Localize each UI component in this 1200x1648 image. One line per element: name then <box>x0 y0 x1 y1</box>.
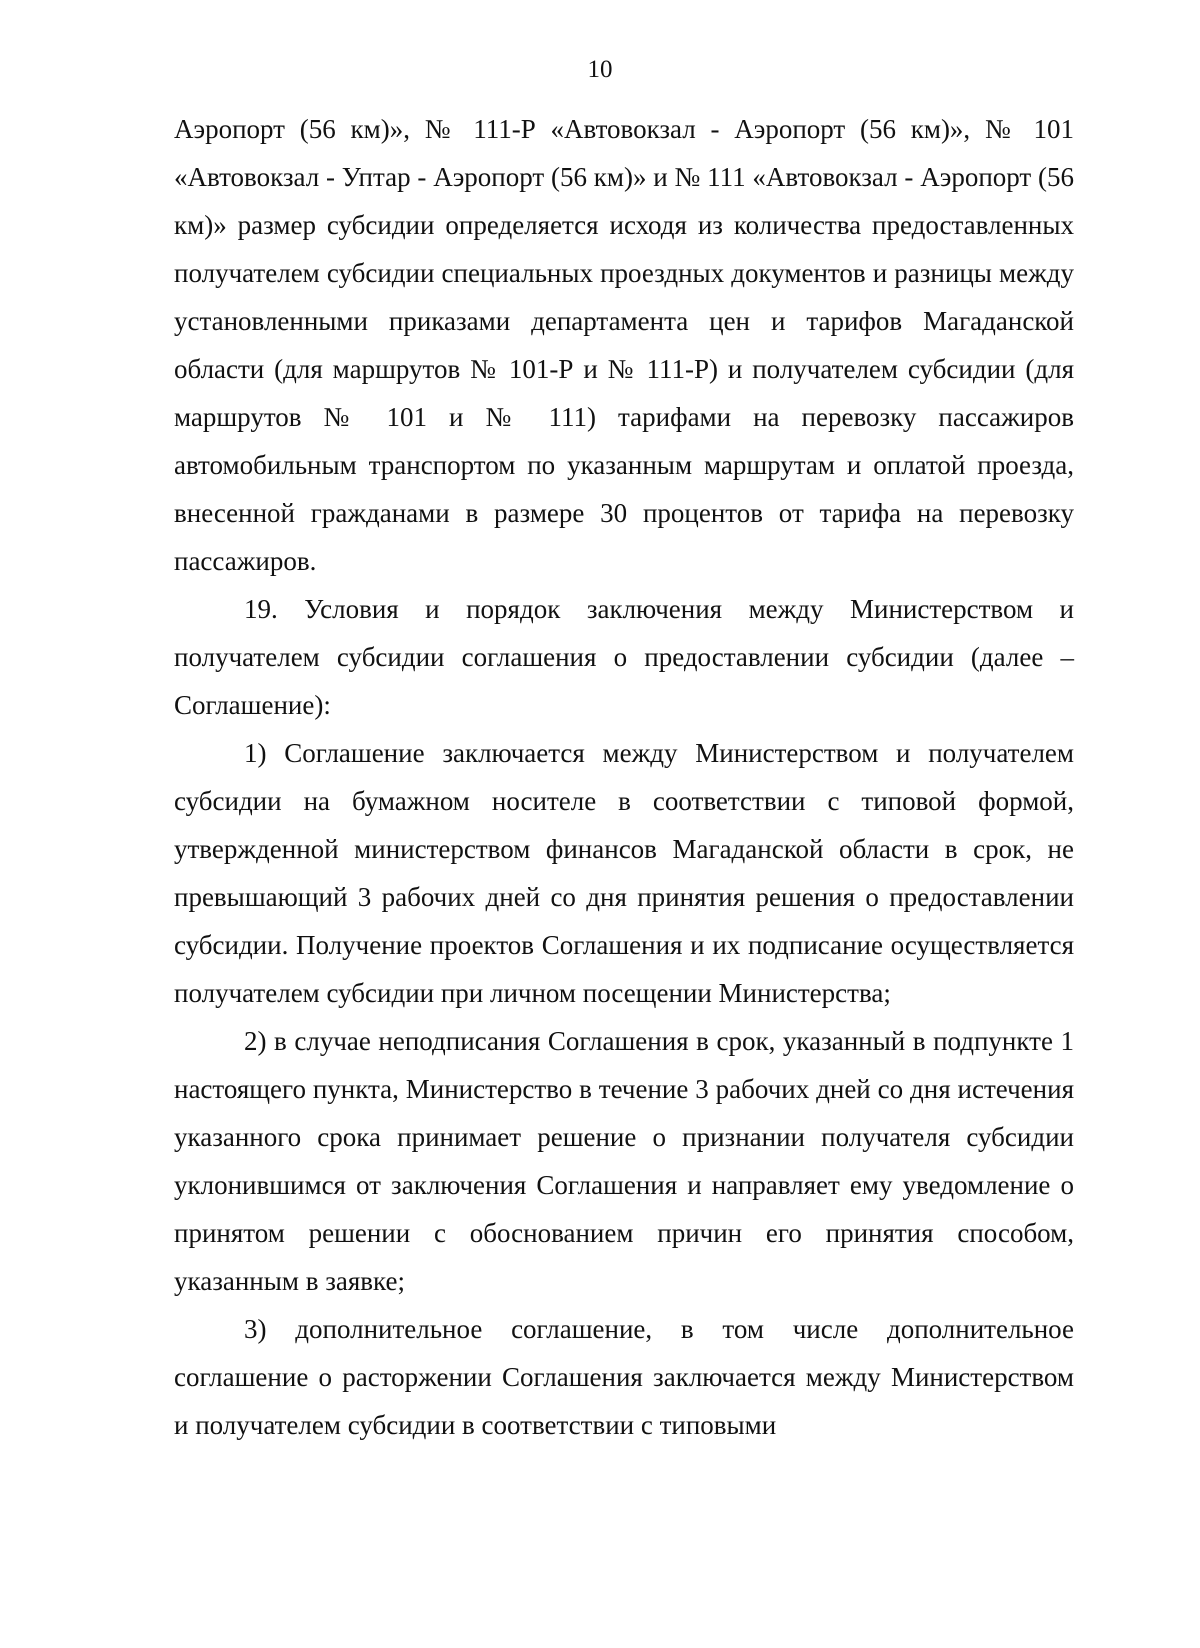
paragraph-item-2: 2) в случае неподписания Соглашения в срок, указанный в подпункте 1 настоящего пункта, Министерство в течение 3 рабочих дней со дня истечения указанного срока принимает решение о признании получателя субсидии уклонившимся от заключения Соглашения и направляет ему уведомление о принятом решении с обоснованием причин его принятия способом, указанным в заявке; <box>174 1026 1074 1296</box>
document-body <box>174 105 1074 1449</box>
paragraph-item-3: 3) дополнительное соглашение, в том числе дополнительное соглашение о расторжении Соглашения заключается между Министерством и получателем субсидии в соответствии с типовыми <box>174 1314 1074 1440</box>
page-number: 10 <box>587 56 613 83</box>
paragraph-route-subsidy: Аэропорт (56 км)», № 111-Р «Автовокзал - Аэропорт (56 км)», № 101 «Автовокзал - Уптар - Аэропорт (56 км)» и № 111 «Автовокзал - Аэропорт (56 км)» размер субсидии определяется исходя из количества предоставленных получателем субсидии специальных проездных документов и разницы между установленными приказами департамента цен и тарифов Магаданской области (для маршрутов № 101-Р и № 111-Р) и получателем субсидии (для маршрутов № 101 и № 111) тарифами на перевозку пассажиров автомобильным транспортом по указанным маршрутам и оплатой проезда, внесенной гражданами в размере 30 процентов от тарифа на перевозку пассажиров. <box>174 114 1074 576</box>
paragraph-section-19: 19. Условия и порядок заключения между Министерством и получателем субсидии соглашения о предоставлении субсидии (далее – Соглашение): <box>174 594 1074 720</box>
paragraph-item-1: 1) Соглашение заключается между Министерством и получателем субсидии на бумажном носителе в соответствии с типовой формой, утвержденной министерством финансов Магаданской области в срок, не превышающий 3 рабочих дней со дня принятия решения о предоставлении субсидии. Получение проектов Соглашения и их подписание осуществляется получателем субсидии при личном посещении Министерства; <box>174 738 1074 1008</box>
